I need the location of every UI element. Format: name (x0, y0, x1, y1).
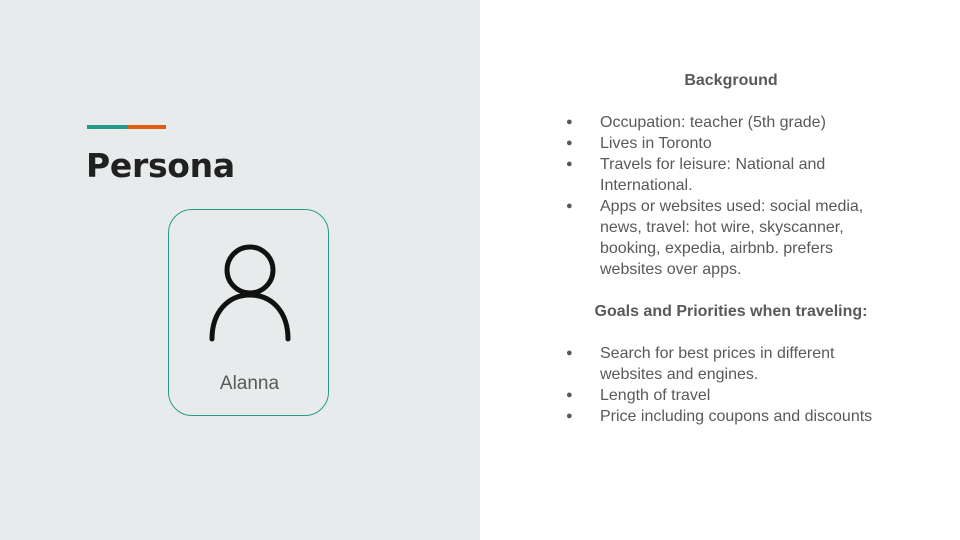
slide-title: Persona (86, 146, 235, 185)
spacer (566, 322, 896, 343)
background-list (566, 112, 896, 280)
accent-bar-orange (127, 125, 167, 129)
user-avatar-icon (208, 244, 292, 344)
goals-list (566, 343, 896, 427)
list-item: ● Occupation: teacher (5th grade) (566, 112, 896, 133)
list-item: ● Lives in Toronto (566, 133, 896, 154)
goals-heading: Goals and Priorities when traveling: (594, 303, 868, 320)
persona-name: Alanna (219, 373, 280, 394)
spacer (566, 280, 896, 301)
spacer (566, 91, 896, 112)
list-item: ● Travels for leisure: National and International. (566, 154, 896, 196)
title-accent-bar (87, 125, 166, 129)
background-heading: Background (684, 72, 778, 89)
persona-details (566, 70, 896, 427)
persona-card (168, 209, 329, 416)
list-item: ● Price including coupons and discounts (566, 406, 896, 427)
list-item: ● Search for best prices in different websites and engines. (566, 343, 896, 385)
list-item: ● Length of travel (566, 385, 896, 406)
accent-bar-teal (87, 125, 127, 129)
list-item: ● Apps or websites used: social media, news, travel: hot wire, skyscanner, booking, expedia, airbnb. prefers websites over apps. (566, 196, 896, 280)
